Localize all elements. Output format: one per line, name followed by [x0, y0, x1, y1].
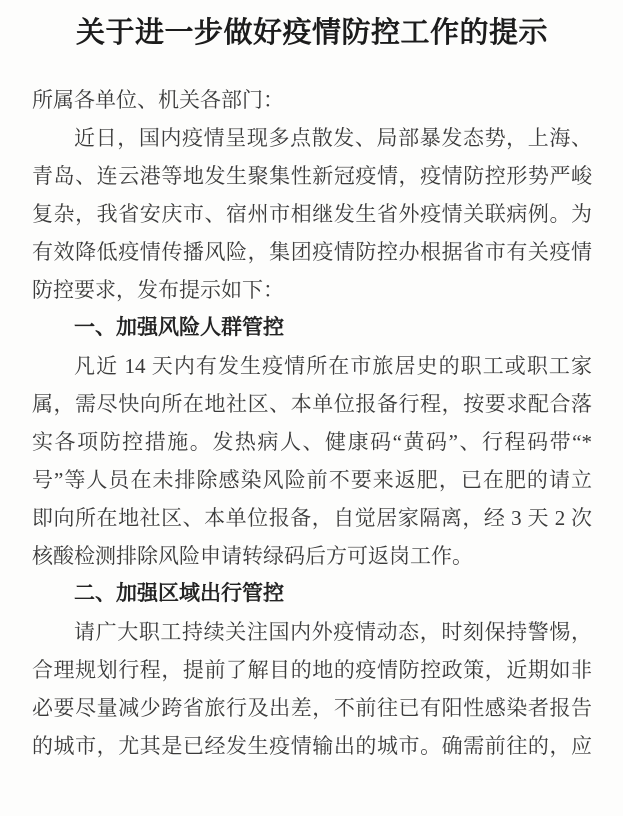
text-line: 有效降低疫情传播风险，集团疫情防控办根据省市有关疫情: [32, 240, 592, 264]
section-heading: 一、加强风险人群管控: [74, 316, 284, 339]
text-line: 合理规划行程，提前了解目的地的疫情防控政策，近期如非: [32, 658, 592, 682]
text-line: 的城市，尤其是已经发生疫情输出的城市。确需前往的，应: [32, 734, 592, 758]
document-body: [32, 81, 592, 765]
text-line: 必要尽量减少跨省旅行及出差，不前往已有阳性感染者报告: [32, 696, 592, 720]
text-line: 即向所在地社区、本单位报备，自觉居家隔离，经 3 天 2 次: [32, 506, 592, 530]
text-line: 实各项防控措施。发热病人、健康码“黄码”、行程码带“*: [32, 430, 592, 454]
text-line: 所属各单位、机关各部门：: [32, 88, 284, 112]
text-line: 属，需尽快向所在地社区、本单位报备行程，按要求配合落: [32, 392, 592, 416]
text-line: 号”等人员在未排除感染风险前不要来返肥，已在肥的请立: [32, 468, 592, 492]
text-line: 复杂，我省安庆市、宿州市相继发生省外疫情关联病例。为: [32, 202, 592, 226]
document-title: 关于进一步做好疫情防控工作的提示: [75, 17, 548, 49]
text-line: 核酸检测排除风险申请转绿码后方可返岗工作。: [32, 544, 473, 568]
text-line: 凡近 14 天内有发生疫情所在市旅居史的职工或职工家: [74, 354, 592, 378]
section-heading: 二、加强区域出行管控: [74, 582, 284, 605]
text-line: 请广大职工持续关注国内外疫情动态，时刻保持警惕，: [74, 620, 592, 644]
text-line: 防控要求，发布提示如下：: [32, 278, 284, 302]
text-line: 近日，国内疫情呈现多点散发、局部暴发态势，上海、: [74, 126, 592, 150]
text-line: 青岛、连云港等地发生聚集性新冠疫情，疫情防控形势严峻: [32, 164, 592, 188]
